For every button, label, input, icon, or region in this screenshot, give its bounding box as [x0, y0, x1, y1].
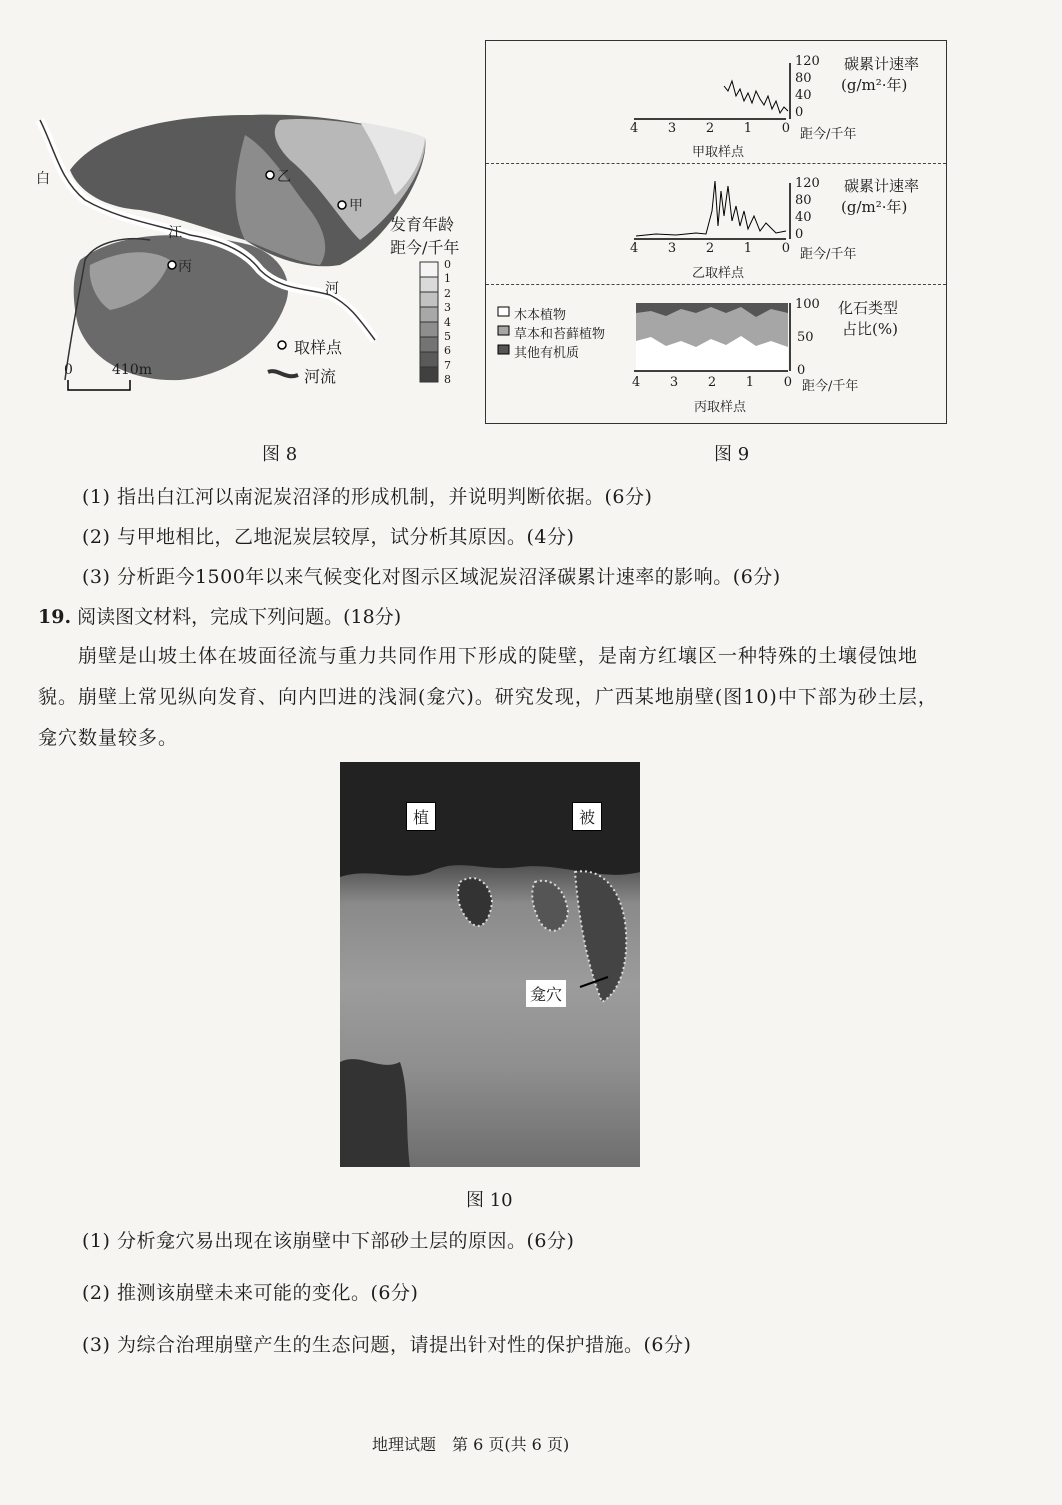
figure-8: [30, 90, 480, 410]
figure-10-caption: 图 10: [466, 1190, 513, 1211]
bing-age-ticks: 4 3 2 1 0: [632, 375, 792, 390]
jia-rate-ticks: 120 80 40 0: [795, 54, 820, 120]
figure-9: [485, 40, 947, 424]
scale-distance: 410m: [112, 362, 152, 378]
legend-river-label: 河流: [304, 367, 337, 386]
legend-woody: 木本植物: [514, 308, 567, 323]
q18-sub-2: (2) 与甲地相比，乙地泥炭层较厚，试分析其原因。(4分): [82, 526, 575, 548]
scale-bar: [68, 380, 130, 390]
fossil-tick-0: 0: [797, 363, 806, 378]
figure-9-charts: [486, 41, 946, 423]
figure-10-photo: [340, 762, 640, 1167]
page-footer: 地理试题 第 6 页(共 6 页): [372, 1435, 570, 1454]
fossil-label-2: 占比(%): [842, 320, 898, 338]
q19-sub-3: (3) 为综合治理崩壁产生的生态问题，请提出针对性的保护措施。(6分): [82, 1334, 692, 1356]
jia-rate-label-2: (g/m²·年): [841, 76, 908, 94]
yi-rate-label-1: 碳累计速率: [844, 177, 920, 195]
q19-heading: [38, 602, 401, 629]
vegetation-bottom-left: [340, 1059, 410, 1167]
sample-point-bing: [168, 261, 176, 269]
jia-age-ticks: 4 3 2 1 0: [630, 121, 790, 136]
q19-title: 阅读图文材料，完成下列问题。(18分): [77, 606, 402, 628]
legend-herb: 草本和苔藓植物: [514, 327, 606, 342]
photo-label-niche: 龛穴: [526, 980, 566, 1007]
site-label-bing: 丙: [178, 259, 192, 275]
legend-river-icon: [268, 371, 298, 376]
figure-8-caption: 图 8: [262, 444, 298, 465]
yi-rate-ticks: 120 80 40 0: [795, 176, 820, 242]
sample-point-jia: [338, 201, 346, 209]
site-label-yi: 乙: [277, 169, 291, 185]
yi-age-ticks: 4 3 2 1 0: [630, 241, 790, 256]
niche-center: [532, 881, 568, 931]
legend-ticks: 0 1 2 3 4 5 6 7 8: [444, 258, 451, 387]
q18-sub-3: (3) 分析距今1500年以来气候变化对图示区域泥炭沼泽碳累计速率的影响。(6分): [82, 566, 781, 588]
age-legend-swatches: [420, 262, 438, 382]
sample-point-yi: [266, 171, 274, 179]
yi-age-unit: 距今/千年: [800, 247, 857, 262]
legend-title-line2: 距今/千年: [390, 238, 460, 257]
scale-zero: 0: [64, 362, 73, 378]
yi-rate-series: [636, 181, 786, 236]
panel-jia-title: 甲取样点: [692, 145, 745, 160]
q19-sub-1: (1) 分析龛穴易出现在该崩壁中下部砂土层的原因。(6分): [82, 1230, 575, 1252]
photo-label-veg1: 植: [406, 802, 436, 831]
panel-bing-title: 丙取样点: [694, 400, 747, 415]
jia-age-unit: 距今/千年: [800, 127, 857, 142]
river-label-jiang: 江: [168, 225, 182, 241]
q18-sub-1: (1) 指出白江河以南泥炭沼泽的形成机制，并说明判断依据。(6分): [82, 486, 653, 508]
river-label-bai: 白: [36, 171, 50, 187]
q19-number: 19.: [38, 606, 72, 628]
figure-9-caption: 图 9: [714, 444, 750, 465]
niche-left: [458, 878, 492, 926]
site-label-jia: 甲: [349, 198, 363, 214]
niche-right: [575, 871, 626, 1002]
legend-title-line1: 发育年龄: [390, 215, 455, 234]
q19-paragraph: 崩壁是山坡土体在坡面径流与重力共同作用下形成的陡壁，是南方红壤区一种特殊的土壤侵蚀地貌。崩壁上常见纵向发育、向内凹进的浅洞(龛穴)。研究发现，广西某地崩壁(图10)中下部为砂土层，龛穴数量较多。: [38, 645, 938, 749]
jia-rate-series: [724, 81, 788, 113]
legend-sample-icon: [278, 341, 286, 349]
fossil-tick-100: 100: [795, 297, 820, 312]
bing-age-unit: 距今/千年: [802, 379, 859, 394]
fossil-label-1: 化石类型: [838, 299, 899, 317]
legend-sample-label: 取样点: [294, 338, 343, 357]
yi-rate-label-2: (g/m²·年): [841, 198, 908, 216]
fossil-tick-50: 50: [797, 330, 814, 345]
legend-other: 其他有机质: [514, 346, 580, 361]
jia-rate-label-1: 碳累计速率: [844, 55, 920, 73]
photo-label-veg2: 被: [572, 802, 602, 831]
panel-yi-title: 乙取样点: [692, 266, 745, 281]
river-label-he: 河: [325, 281, 339, 297]
q19-sub-2: (2) 推测该崩壁未来可能的变化。(6分): [82, 1282, 419, 1304]
